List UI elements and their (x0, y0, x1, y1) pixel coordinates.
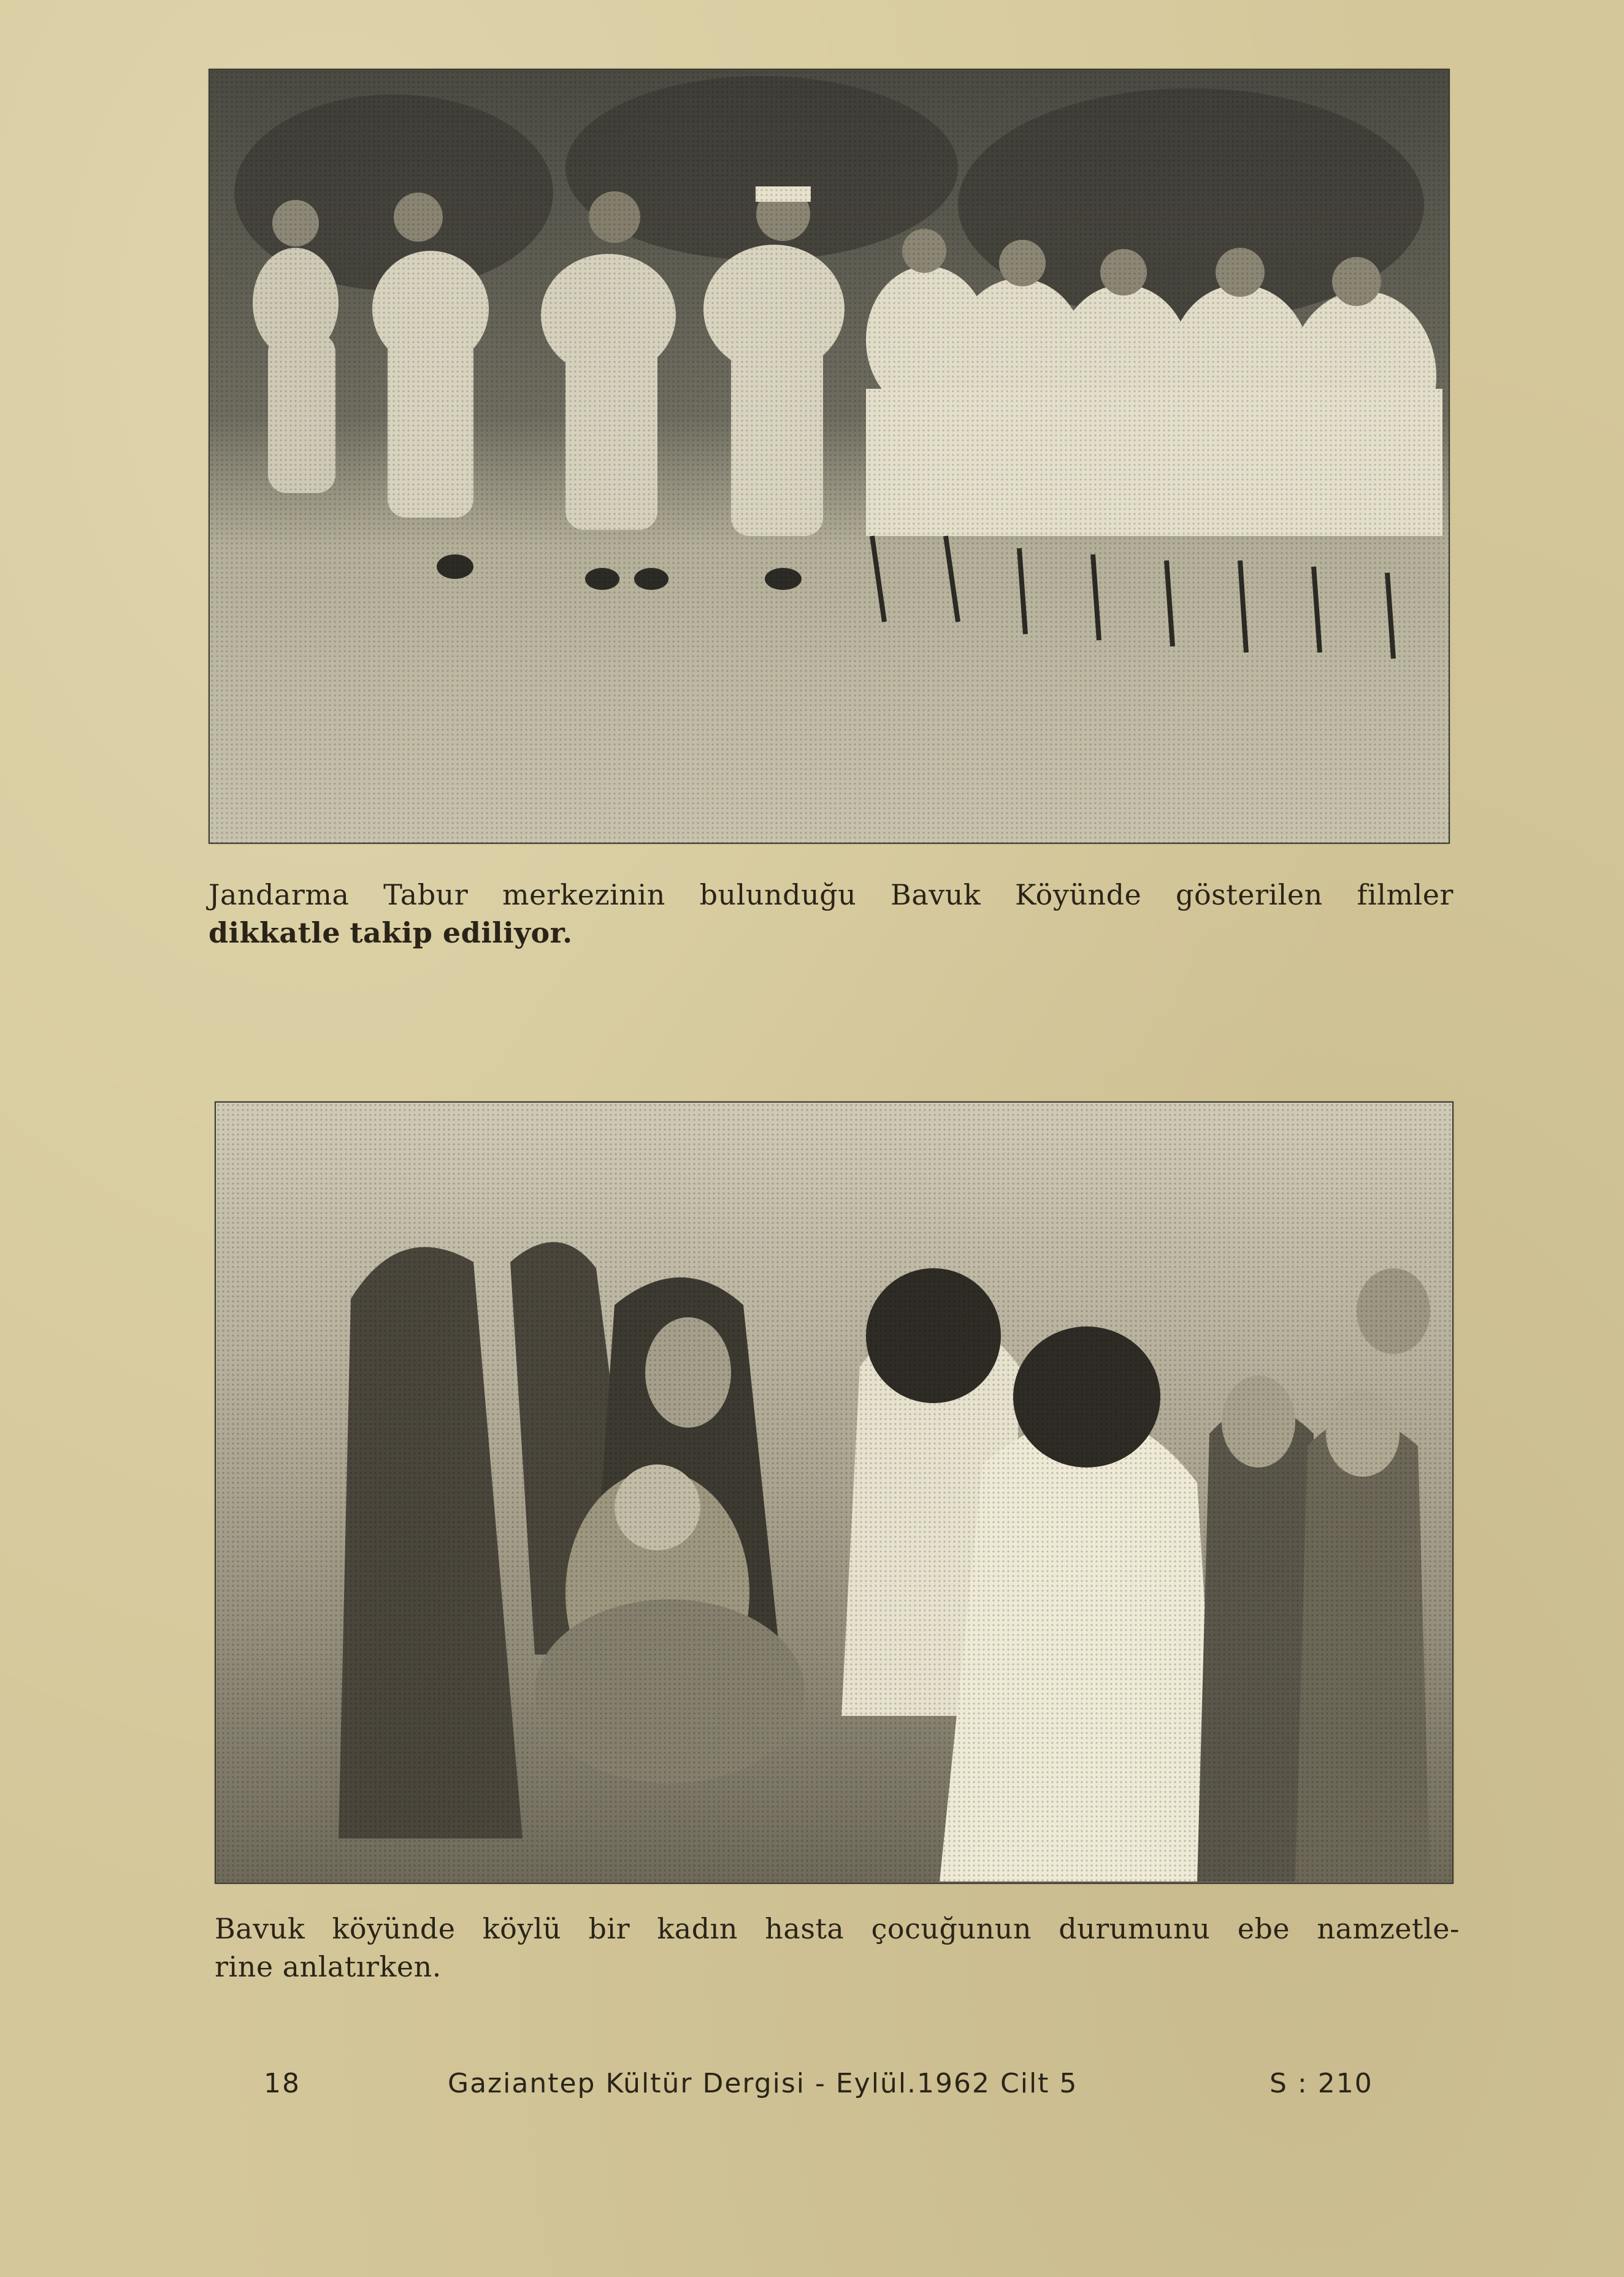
footer-issue-number: S : 210 (1270, 2068, 1373, 2099)
caption-bottom-line2: rine anlatırken. (215, 1950, 442, 1983)
caption-top-line2 (209, 914, 1454, 952)
photo-village-women-image (216, 1103, 1452, 1883)
caption-top-line2-normal: dikkatle (209, 916, 341, 949)
caption-top-line2-bold: takip ediliyor. (350, 916, 573, 949)
caption-top-line1: Jandarma Tabur merkezinin bulunduğu Bavuk Köyünde gösterilen filmler (209, 878, 1454, 911)
caption-bottom-line1: Bavuk köyünde köylü bir kadın hasta çocuğunun durumunu ebe namzetle- (215, 1912, 1460, 1945)
caption-top (209, 876, 1454, 952)
photo-seated-audience (209, 69, 1450, 844)
caption-bottom (215, 1910, 1460, 1986)
footer-page-number: 18 (264, 2068, 301, 2099)
photo-seated-audience-image (210, 70, 1449, 843)
photo-village-women (215, 1101, 1454, 1884)
footer-journal-title: Gaziantep Kültür Dergisi - Eylül.1962 Cilt 5 (448, 2068, 1078, 2099)
